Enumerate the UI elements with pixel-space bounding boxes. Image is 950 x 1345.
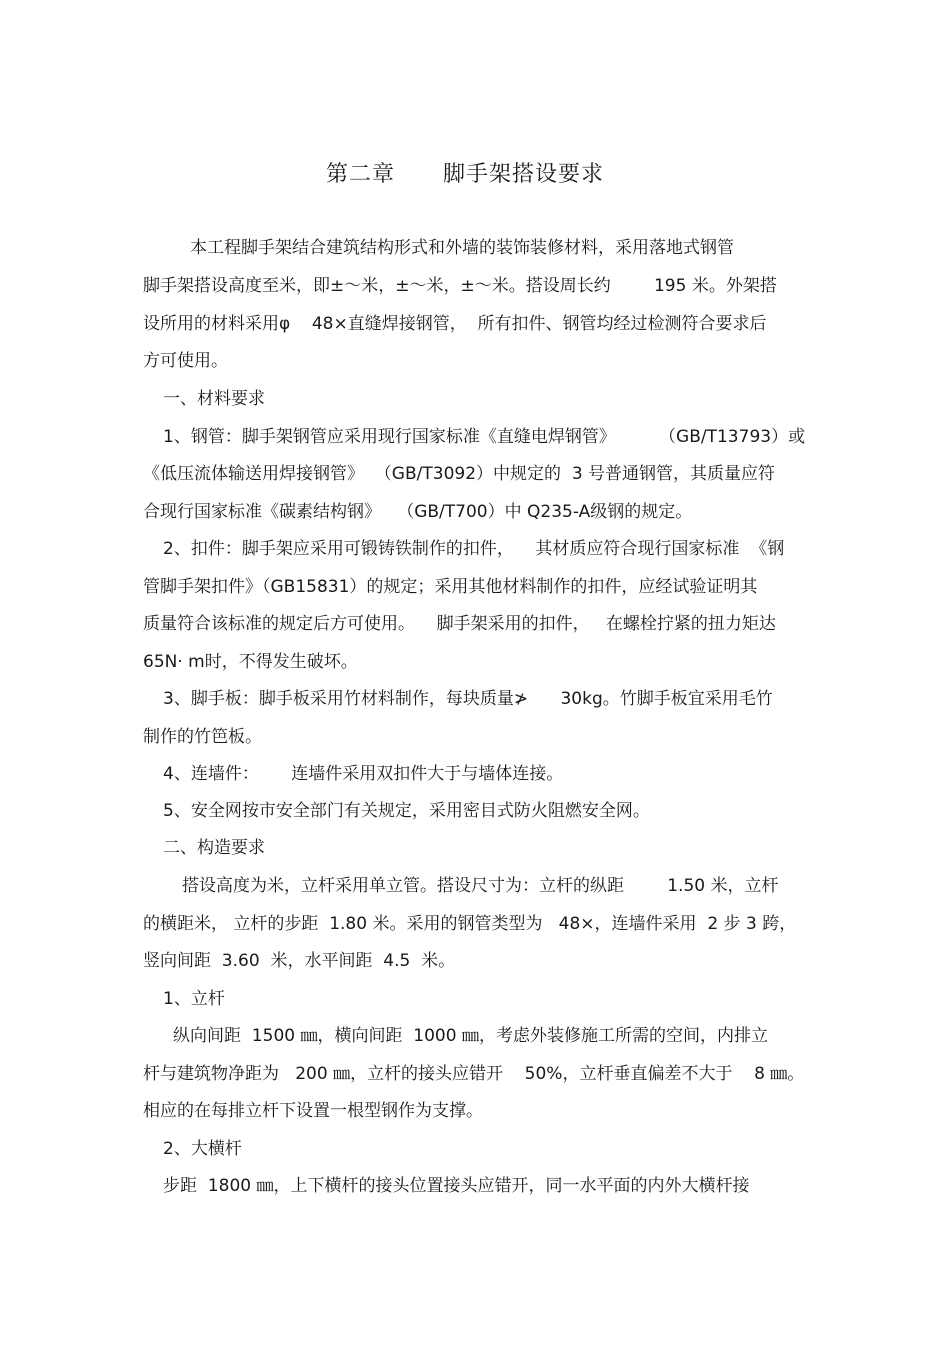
subsection-heading: 2、大横杆	[163, 1139, 242, 1159]
section-heading: 二、构造要求	[163, 838, 265, 858]
paragraph-line: 3、脚手板：脚手板采用竹材料制作，每块质量≯ 30kg。竹脚手板宜采用毛竹	[163, 689, 773, 709]
paragraph-line: 方可使用。	[143, 351, 228, 371]
paragraph-line: 1、钢管：脚手架钢管应采用现行国家标准《直缝电焊钢管》 （GB/T13793）或	[163, 427, 806, 447]
paragraph-line: 纵向间距 1500 ㎜，横向间距 1000 ㎜，考虑外装修施工所需的空间，内排立	[173, 1026, 768, 1046]
paragraph-line: 合现行国家标准《碳素结构钢》 （GB/T700）中 Q235-A级钢的规定。	[143, 502, 693, 522]
section-heading: 一、材料要求	[163, 389, 265, 409]
chapter-title: 第二章 脚手架搭设要求	[326, 162, 604, 187]
paragraph-line: 的横距米， 立杆的步距 1.80 米。采用的钢管类型为 48×，连墙件采用 2 步 3 跨，	[143, 914, 797, 934]
subsection-heading: 1、立杆	[163, 989, 225, 1009]
paragraph-line: 质量符合该标准的规定后方可使用。 脚手架采用的扣件， 在螺栓拧紧的扭力矩达	[143, 614, 776, 634]
paragraph-line: 设所用的材料采用φ 48×直缝焊接钢管， 所有扣件、钢管均经过检测符合要求后	[143, 314, 767, 334]
paragraph-line: 5、安全网按市安全部门有关规定，采用密目式防火阻燃安全网。	[163, 801, 650, 821]
paragraph-line: 搭设高度为米，立杆采用单立管。搭设尺寸为：立杆的纵距 1.50 米，立杆	[182, 876, 779, 896]
paragraph-line: 杆与建筑物净距为 200 ㎜，立杆的接头应错开 50%，立杆垂直偏差不大于 8 ㎜。	[143, 1064, 805, 1084]
paragraph-line: 相应的在每排立杆下设置一根型钢作为支撑。	[143, 1101, 483, 1121]
paragraph-line: 制作的竹笆板。	[143, 727, 262, 747]
paragraph-line: 65N· m时，不得发生破坏。	[143, 652, 358, 672]
paragraph-line: 管脚手架扣件》（GB15831）的规定；采用其他材料制作的扣件，应经试验证明其	[143, 577, 758, 597]
paragraph-line: 2、扣件：脚手架应采用可锻铸铁制作的扣件， 其材质应符合现行国家标准 《钢	[163, 539, 785, 559]
paragraph-line: 竖向间距 3.60 米，水平间距 4.5 米。	[143, 951, 456, 971]
paragraph-line: 脚手架搭设高度至米，即±～米，±～米，±～米。搭设周长约 195 米。外架搭	[143, 276, 777, 296]
paragraph-line: 《低压流体输送用焊接钢管》 （GB/T3092）中规定的 3 号普通钢管，其质量应符	[143, 464, 776, 484]
paragraph-line: 4、连墙件： 连墙件采用双扣件大于与墙体连接。	[163, 764, 564, 784]
paragraph-line: 步距 1800 ㎜，上下横杆的接头位置接头应错开，同一水平面的内外大横杆接	[163, 1176, 750, 1196]
paragraph-line: 本工程脚手架结合建筑结构形式和外墙的装饰装修材料，采用落地式钢管	[190, 238, 734, 258]
